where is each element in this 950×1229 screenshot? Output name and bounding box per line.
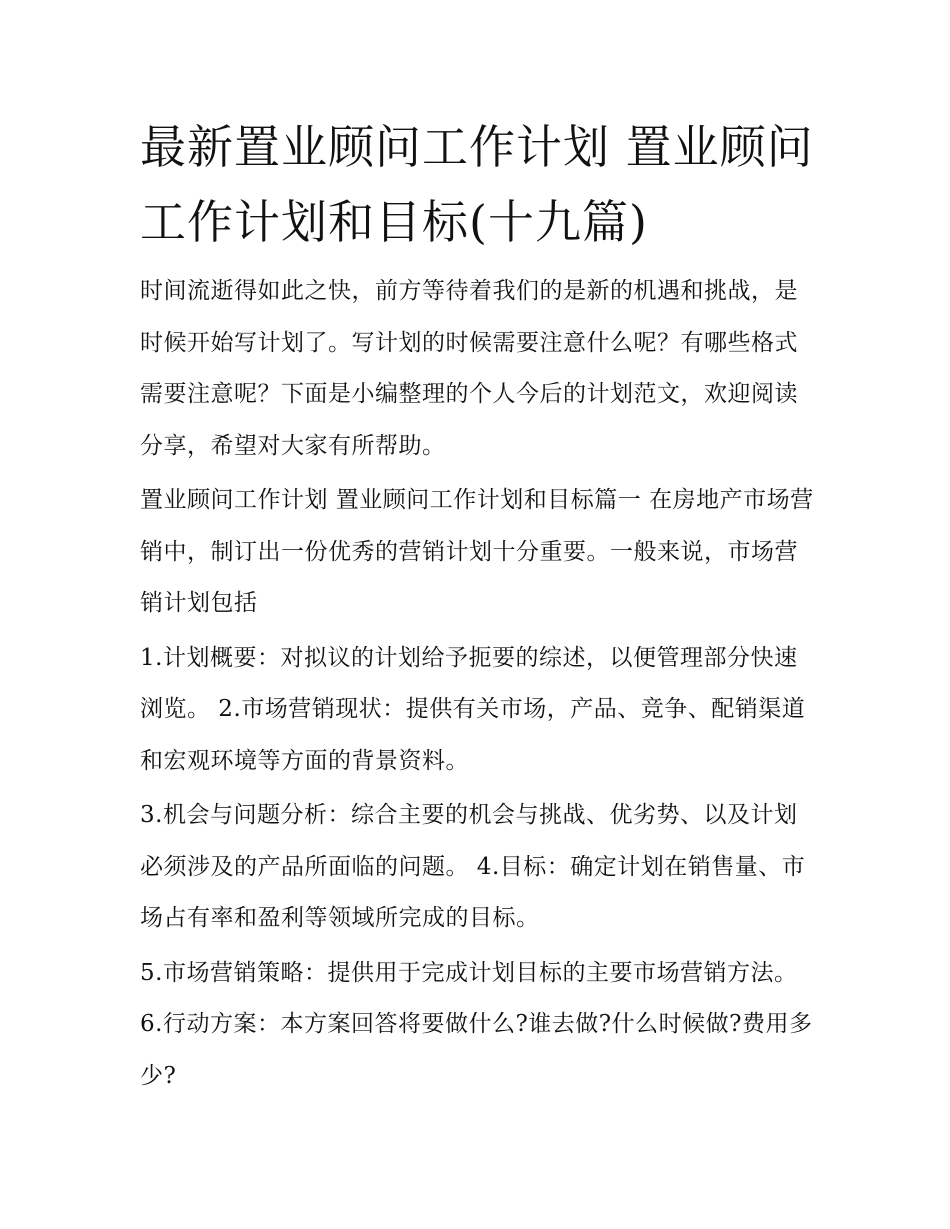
list-item-paragraph: 1.计划概要：对拟议的计划给予扼要的综述，以便管理部分快速浏览。 2.市场营销现状：提供有关市场，产品、竞争、配销渠道和宏观环境等方面的背景资料。 xyxy=(140,644,806,774)
list-item-paragraph: 5.市场营销策略：提供用于完成计划目标的主要市场营销方法。 6.行动方案：本方案回答将要做什么?谁去做?什么时候做?费用多少? xyxy=(140,959,813,1089)
document-page xyxy=(140,110,820,1105)
section-intro-paragraph: 置业顾问工作计划 置业顾问工作计划和目标篇一 在房地产市场营销中，制订出一份优秀的营销计划十分重要。一般来说，市场营销计划包括 xyxy=(140,487,814,616)
list-item-paragraph: 3.机会与问题分析：综合主要的机会与挑战、优劣势、以及计划必须涉及的产品所面临的问题。 4.目标：确定计划在销售量、市场占有率和盈利等领域所完成的目标。 xyxy=(140,802,806,931)
intro-paragraph: 时间流逝得如此之快，前方等待着我们的是新的机遇和挑战，是时候开始写计划了。写计划的时候需要注意什么呢？有哪些格式需要注意呢？下面是小编整理的个人今后的计划范文，欢迎阅读分享，希望对大家有所帮助。 xyxy=(140,278,798,459)
document-title: 最新置业顾问工作计划 置业顾问工作计划和目标(十九篇) xyxy=(140,120,814,249)
